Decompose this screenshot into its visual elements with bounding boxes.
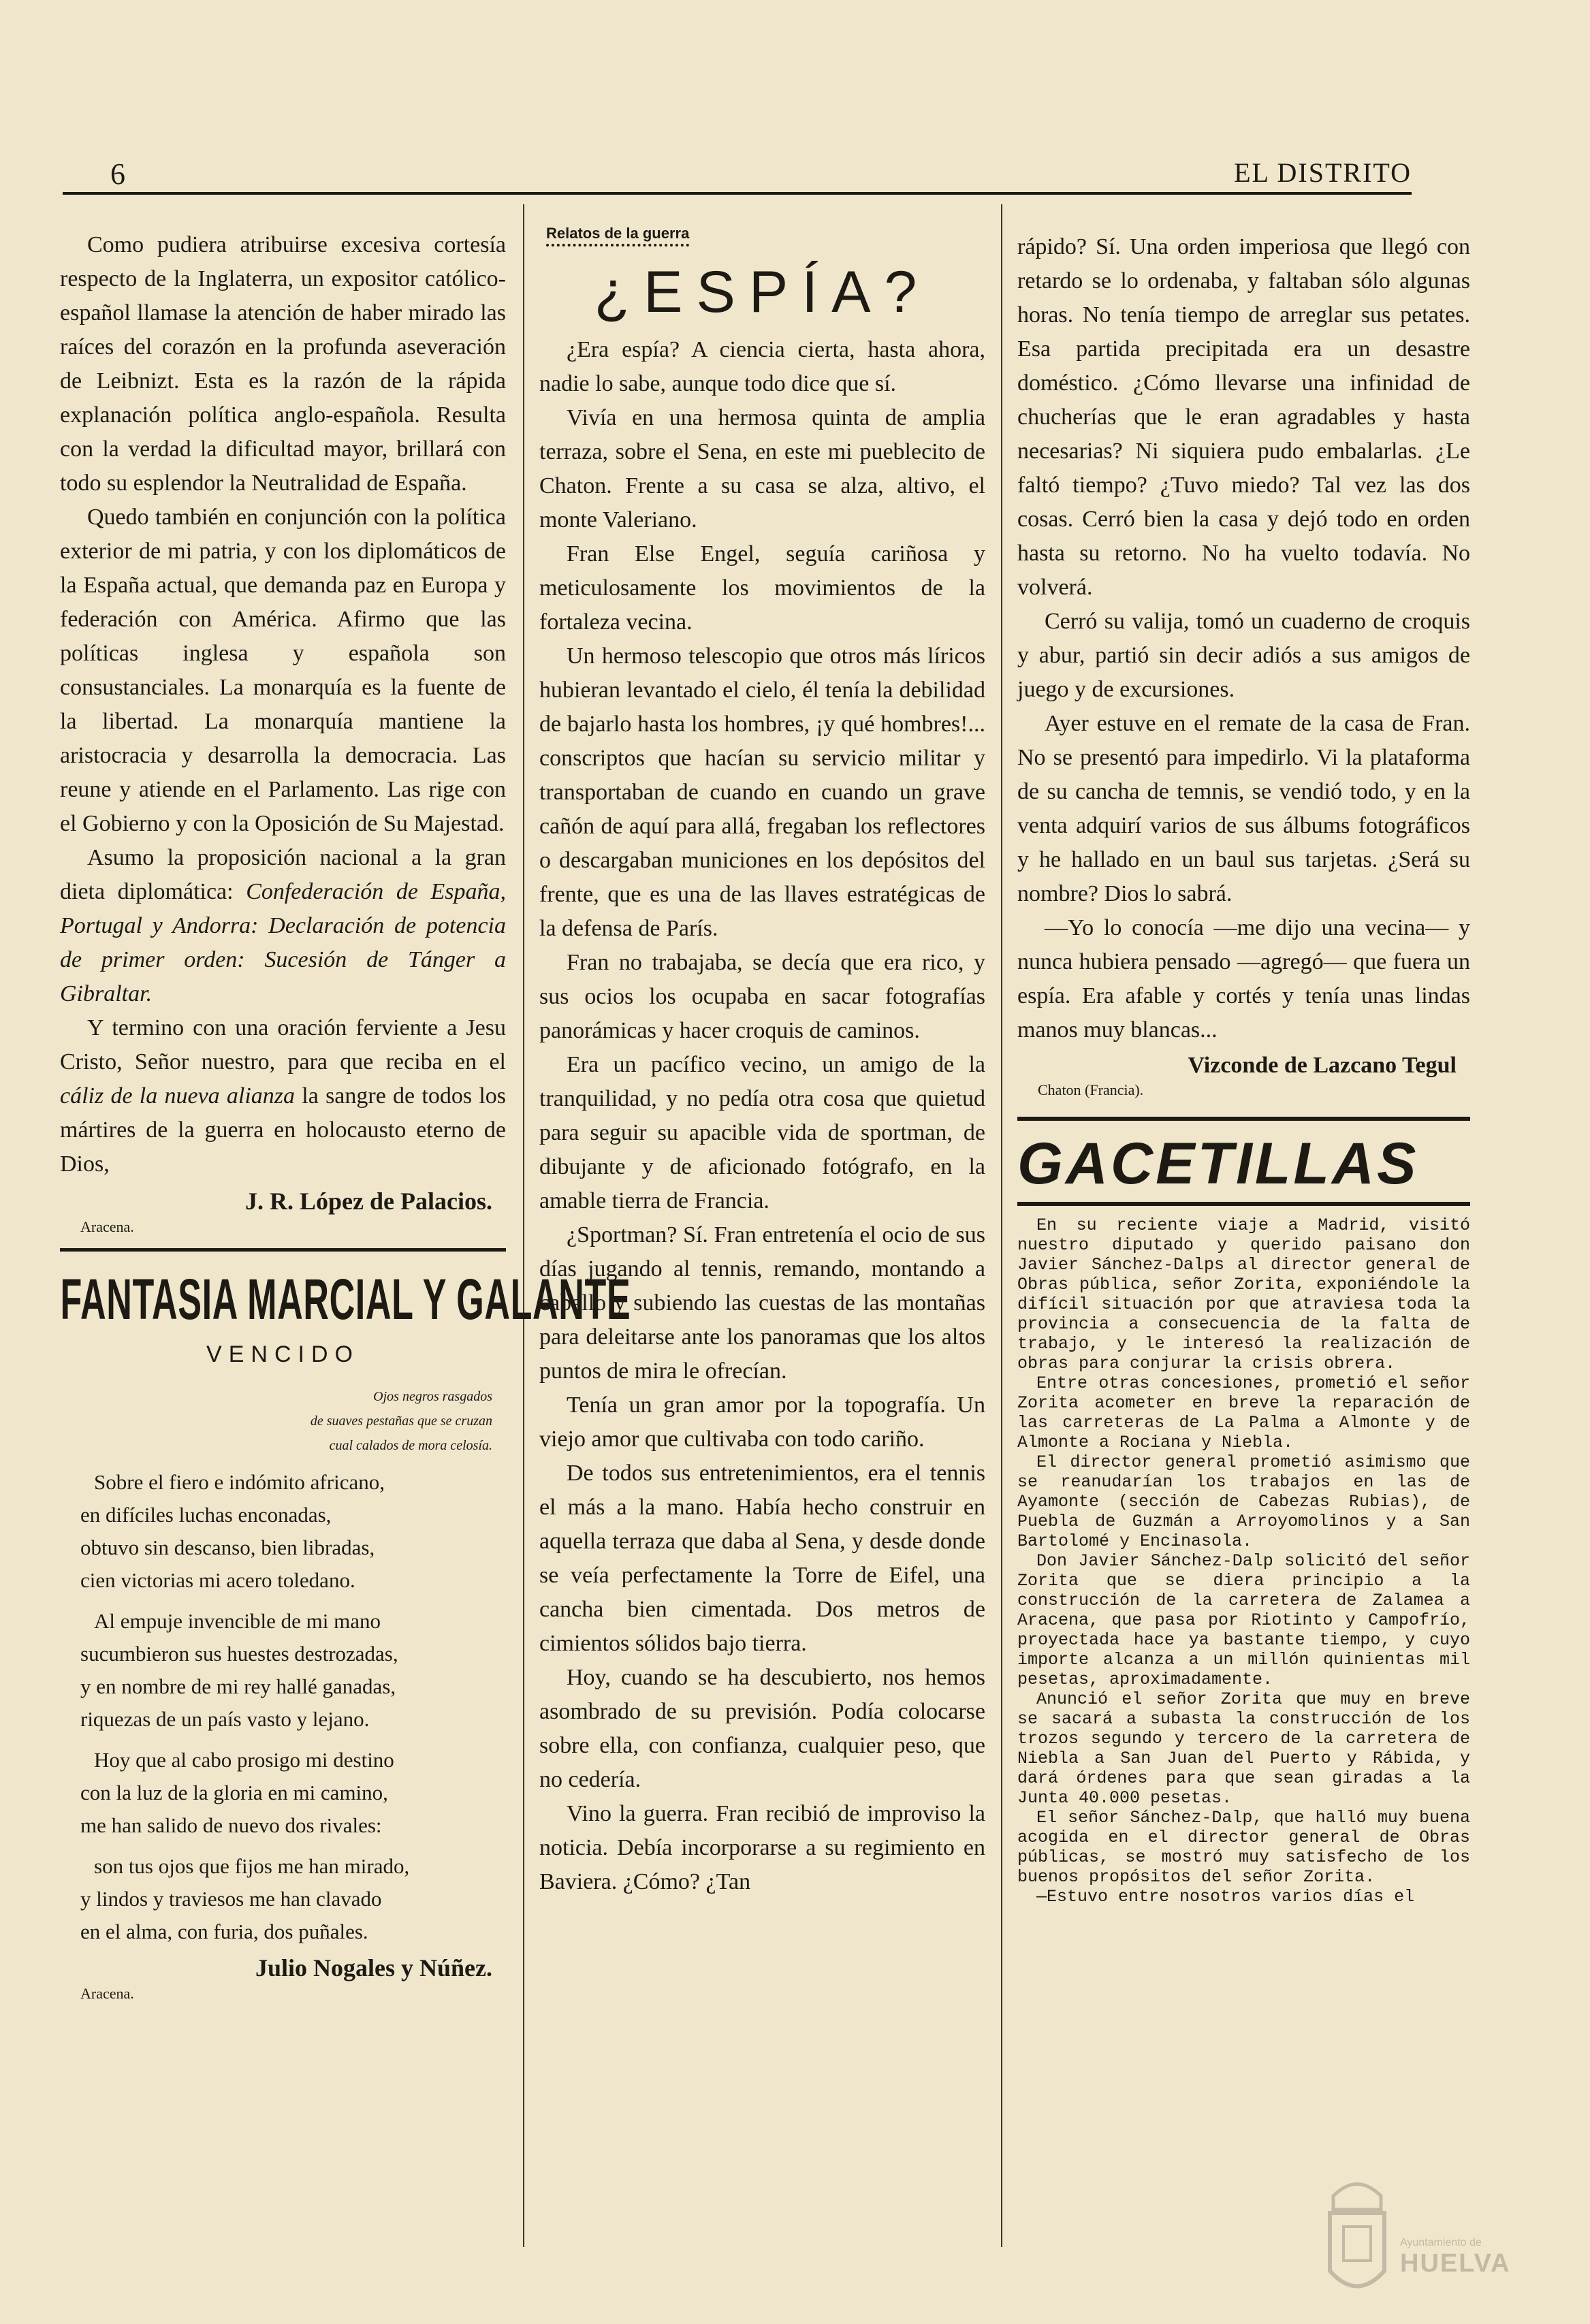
article-italic-text: cáliz de la nueva alianza — [60, 1083, 296, 1109]
section-rule — [60, 1248, 506, 1252]
page-number: 6 — [110, 157, 125, 191]
article-place: Aracena. — [80, 1218, 134, 1235]
header-rule — [63, 192, 1412, 195]
poem-subtitle: VENCIDO — [206, 1341, 360, 1367]
poem-line: en difíciles luchas enconadas, — [80, 1503, 332, 1527]
section-rule — [1017, 1202, 1470, 1206]
article-paragraph: Hoy, cuando se ha descubierto, nos hemos asombrado de su previsión. Podía colocarse sobre ella, con confianza, cualquier peso, que no cedería. — [539, 1665, 985, 1792]
article-paragraph: Un hermoso telescopio que otros más líricos hubieran levantado el cielo, él tenía la debilidad de bajarlo hasta los hombres, ¡y qué hombres!... conscriptos que hacían su servicio militar y transportaban de cuando en cuando un grave cañón de aquí para allá, fregaban los reflectores o descargaban municiones en los depósitos del frente, que es una de las llaves estratégicas de la defensa de París. — [539, 643, 985, 941]
section-title: GACETILLAS — [1017, 1131, 1419, 1196]
column-divider — [1001, 204, 1002, 2247]
poem-line: en el alma, con furia, dos puñales. — [80, 1920, 368, 1943]
poem-line: obtuvo sin descanso, bien libradas, — [80, 1535, 375, 1559]
article-paragraph — [60, 841, 506, 1011]
article-paragraph: rápido? Sí. Una orden imperiosa que llegó con retardo se lo ordenaba, y faltaban sólo algunas horas. No tenía tiempo de arreglar sus petates. Esa partida precipitada era un desastre doméstico. ¿Cómo llevarse una infinidad de chucherías que le eran agradables y hasta necesarias? Ni siquiera pudo embalarlas. ¿Le faltó tiempo? ¿Tuvo miedo? Tal vez las dos cosas. Cerró bien la casa y dejó todo en orden hasta su retorno. No ha vuelto todavía. No volverá. — [1017, 234, 1470, 600]
news-paragraph: En su reciente viaje a Madrid, visitó nuestro diputado y querido paisano don Javier Sánchez-Dalps al director general de Obras pública, señor Zorita, exponiéndole la difícil situación por que atraviesa toda la provincia a consecuencia de la falta de trabajo, y le interesó la realización de obras para conjurar la crisis obrera. — [1017, 1215, 1470, 1373]
poem-line: me han salido de nuevo dos rivales: — [80, 1813, 382, 1837]
poem-line: Hoy que al cabo prosigo mi destino — [94, 1748, 394, 1772]
column-middle — [539, 225, 985, 1899]
article-paragraph: Vino la guerra. Fran recibió de improviso la noticia. Debía incorporarse a su regimiento en Baviera. ¿Cómo? ¿Tan — [539, 1801, 985, 1894]
news-paragraph: Don Javier Sánchez-Dalp solicitó del señor Zorita que se diera principio a la construcción de la carretera de Zalamea a Aracena, que pasa por Riotinto y Campofrío, proyectada hace ya bastante tiempo, y cuyo importe alcanza a un millón quinientas mil pesetas, aproximadamente. — [1017, 1551, 1470, 1689]
newspaper-title: EL DISTRITO — [1234, 157, 1412, 188]
coat-of-arms-icon — [1320, 2169, 1395, 2305]
news-paragraph: Entre otras concesiones, prometió el señor Zorita acometer en breve la reparación de las carreteras de La Palma a Almonte y de Almonte a Rociana y Niebla. — [1017, 1373, 1470, 1452]
article-paragraph: Vivía en una hermosa quinta de amplia terraza, sobre el Sena, en este mi pueblecito de Chaton. Frente a su casa se alza, altivo, el monte Valeriano. — [539, 405, 985, 532]
epigraph-line: de suaves pestañas que se cruzan — [310, 1414, 492, 1429]
poem-line: sucumbieron sus huestes destrozadas, — [80, 1642, 398, 1666]
poem-line: Sobre el fiero e indómito africano, — [94, 1470, 385, 1494]
article-paragraph: Tenía un gran amor por la topografía. Un viejo amor que cultivaba con todo cariño. — [539, 1392, 985, 1452]
article-paragraph: ¿Era espía? A ciencia cierta, hasta ahora, nadie lo sabe, aunque todo dice que sí. — [539, 337, 985, 396]
poem-stanza — [80, 1850, 506, 1948]
article-paragraph: Quedo también en conjunción con la política exterior de mi patria, y con los diplomáticos de la España actual, que demanda paz en Europa y federación con América. Afirmo que las políticas inglesa y española son consustanciales. La monarquía es la fuente de la libertad. La monarquía mantiene la aristocracia y desarrolla la democracia. Las reune y atiende en el Parlamento. Las rige con el Gobierno y con la Oposición de Su Majestad. — [60, 505, 506, 836]
article-paragraph: De todos sus entretenimientos, era el tennis el más a la mano. Había hecho construir en aquella terraza que daba al Sena, y desde donde se veía perfectamente la Torre de Eifel, una cancha bien cimentada. Dos metros de cimientos sólidos bajo tierra. — [539, 1461, 985, 1656]
article-text: la sangre de todos los mártires de la guerra en holocausto eterno de Dios, — [60, 1083, 506, 1177]
poem-stanza — [80, 1605, 506, 1736]
section-kicker: Relatos de la guerra — [546, 225, 689, 246]
article-paragraph: Cerró su valija, tomó un cuaderno de croquis y abur, partió sin decir adiós a sus amigos de juego y de excursiones. — [1017, 609, 1470, 702]
poem-line: Al empuje invencible de mi mano — [94, 1609, 381, 1633]
poem-line: y en nombre de mi rey hallé ganadas, — [80, 1674, 396, 1698]
poem-stanza — [80, 1466, 506, 1597]
article-paragraph: Fran no trabajaba, se decía que era rico, y sus ocios los ocupaba en sacar fotografías panorámicas y hacer croquis de caminos. — [539, 950, 985, 1043]
news-paragraph: El director general prometió asimismo que se reanudarían los trabajos en las de Ayamonte (sección de Cabezas Rubias), de Puebla de Guzmán a Arroyomolinos y a San Bartolomé y Encinasola. — [1017, 1452, 1470, 1551]
poem-epigraph — [60, 1384, 492, 1458]
column-right — [1017, 230, 1470, 1907]
article-italic-text: Confederación de España, Portugal y Andorra: Declaración de potencia de primer orden: Sucesión de Tánger a Gibraltar. — [60, 879, 507, 1006]
poem-stanza — [80, 1744, 506, 1842]
article-paragraph — [60, 1011, 506, 1181]
poem-line: cien victorias mi acero toledano. — [80, 1568, 355, 1592]
news-paragraph: —Estuvo entre nosotros varios días el — [1036, 1887, 1415, 1907]
poem-line: y lindos y traviesos me han clavado — [80, 1887, 382, 1911]
poem-place: Aracena. — [80, 1985, 134, 2002]
watermark-name: HUELVA — [1400, 2249, 1511, 2278]
article-paragraph: Era un pacífico vecino, un amigo de la tranquilidad, y no pedía otra cosa que quietud para seguir su apacible vida de sportman, de dibujante y de aficionado fotógrafo, en la amable tierra de Francia. — [539, 1052, 985, 1213]
article-signature: Vizconde de Lazcano Tegul — [1188, 1053, 1457, 1078]
column-left — [60, 228, 631, 2003]
poem-line: con la luz de la gloria en mi camino, — [80, 1781, 388, 1804]
watermark-label: Ayuntamiento de — [1400, 2237, 1482, 2248]
article-paragraph: Ayer estuve en el remate de la casa de Fran. No se presentó para impedirlo. Vi la plataforma de su cancha de temnis, se vendió todo, y en la venta adquirí varios de sus álbums fotográficos y he hallado en un baul sus tarjetas. ¿Será su nombre? Dios lo sabrá. — [1017, 711, 1470, 906]
poem-line: son tus ojos que fijos me han mirado, — [94, 1854, 410, 1878]
poem-body — [80, 1466, 506, 1948]
page-header — [63, 157, 1412, 191]
poem-title: FANTASIA MARCIAL Y GALANTE — [60, 1267, 631, 1331]
article-place: Chaton (Francia). — [1038, 1081, 1144, 1098]
article-paragraph: Fran Else Engel, seguía cariñosa y meticulosamente los movimientos de la fortaleza vecina. — [539, 541, 985, 635]
news-paragraph: El señor Sánchez-Dalp, que halló muy buena acogida en el director general de Obras públicas, se mostró muy satisfecho de los buenos propósitos del señor Zorita. — [1017, 1808, 1470, 1887]
news-paragraph: Anunció el señor Zorita que muy en breve se sacará a subasta la construcción de los trozos segundo y tercero de la carretera de Niebla a San Juan del Puerto y Rábida, y dará órdenes para que sean giradas a la Junta 40.000 pesetas. — [1017, 1689, 1470, 1808]
column-divider — [523, 204, 524, 2247]
epigraph-line: cual calados de mora celosía. — [329, 1438, 492, 1453]
epigraph-line: Ojos negros rasgados — [373, 1389, 492, 1404]
article-signature: J. R. López de Palacios. — [245, 1188, 492, 1215]
article-text: Y termino con una oración ferviente a Jesu Cristo, Señor nuestro, para que reciba en el — [60, 1015, 506, 1075]
article-title: ¿ESPÍA? — [594, 259, 931, 325]
article-paragraph: Como pudiera atribuirse excesiva cortesía respecto de la Inglaterra, un expositor católico-español llamase la atención de haber mirado las raíces del corazón en la profunda aseveración de Leibnizt. Esta es la razón de la rápida explanación política anglo-española. Resulta con la verdad la dificultad mayor, brillará con todo su esplendor la Neutralidad de España. — [60, 232, 506, 496]
section-rule — [1017, 1117, 1470, 1121]
archive-watermark — [1320, 2169, 1511, 2319]
poem-signature: Julio Nogales y Núñez. — [255, 1954, 492, 1981]
article-text: Asumo la proposición nacional a la gran dieta diplomática: — [60, 845, 506, 904]
article-paragraph: ¿Sportman? Sí. Fran entretenía el ocio de sus días jugando al tennis, remando, montando a caballo y subiendo las cuestas de las montañas para deleitarse ante los panoramas que los altos puntos de mira le ofrecían. — [539, 1222, 985, 1384]
poem-line: riquezas de un país vasto y lejano. — [80, 1707, 370, 1731]
article-paragraph: —Yo lo conocía —me dijo una vecina— y nunca hubiera pensado —agregó— que fuera un espía. Era afable y cortés y tenía unas lindas manos muy blancas... — [1017, 915, 1470, 1042]
